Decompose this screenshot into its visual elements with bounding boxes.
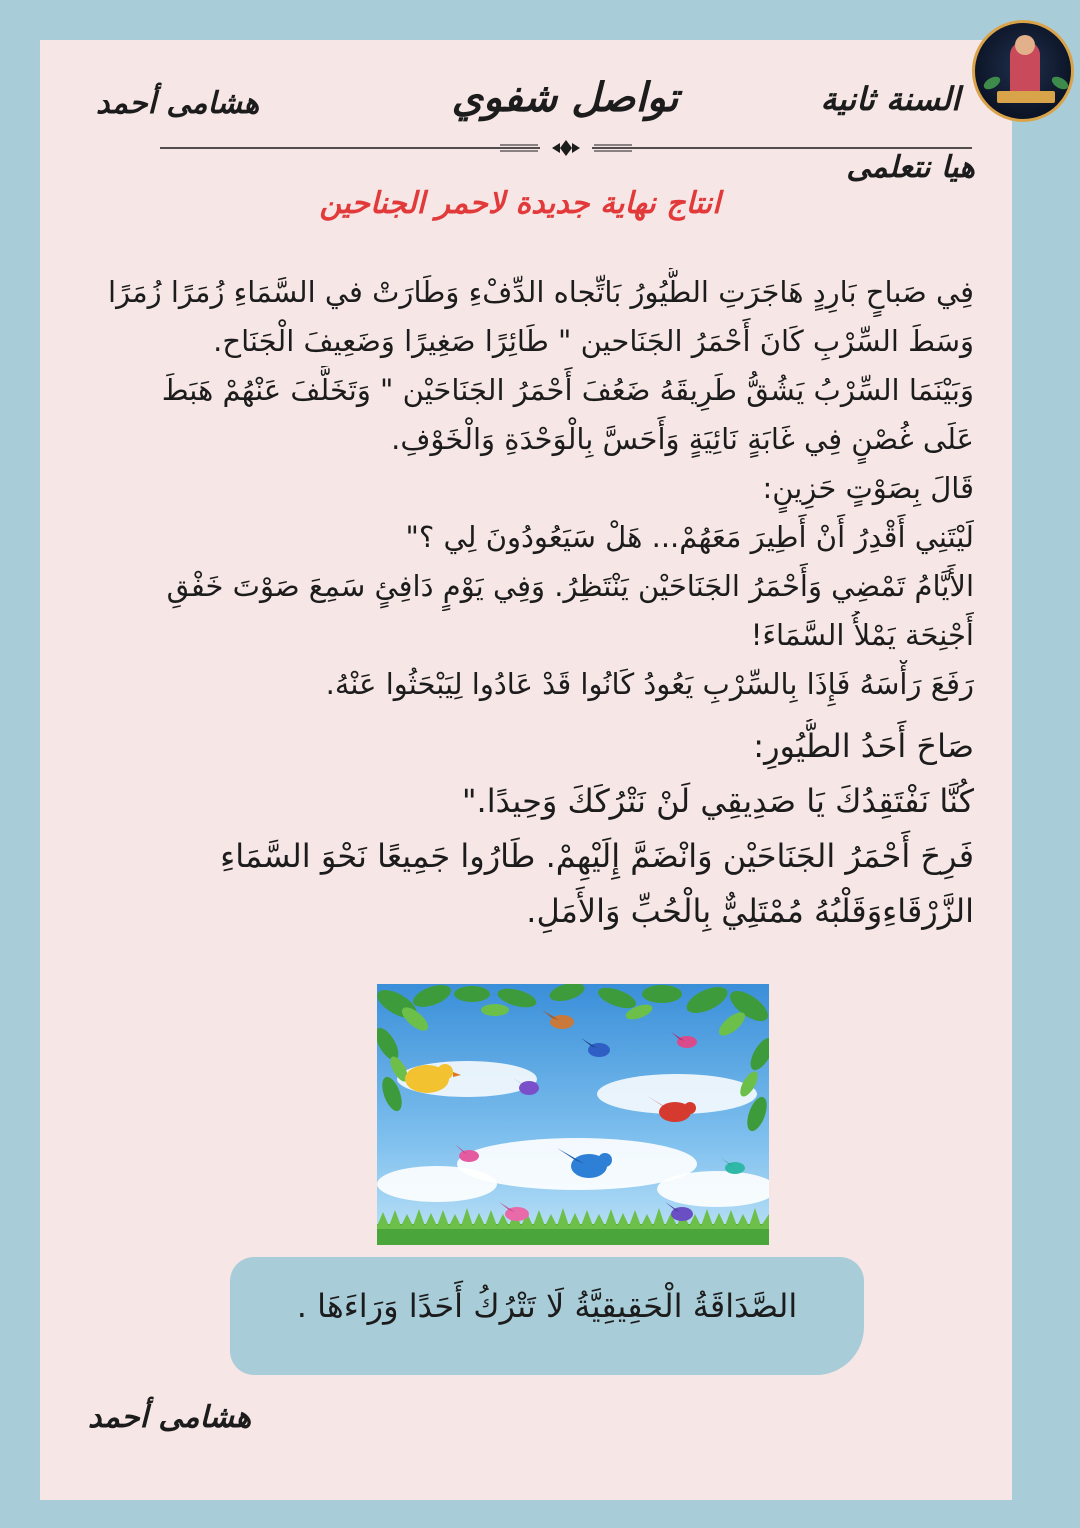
story-line: فِي صَباحٍ بَارِدٍ هَاجَرَتِ الطُّيُورُ بَاتِّجاه الدِّفْءِ وَطَارَتْ في السَّمَاءِ زُمَرًا زُمَرًا — [108, 275, 974, 309]
story-line: عَلَى غُصْنٍ فِي غَابَةٍ نَائِيَةٍ وَأَحَسَّ بِالْوَحْدَةِ وَالْخَوْفِ. — [391, 422, 974, 456]
teacher-avatar-icon — [972, 20, 1074, 122]
story-line: لَيْتَنِي أَقْدِرُ أَنْ أَطِيرَ مَعَهُمْ... هَلْ سَيَعُودُونَ لِي ؟" — [405, 520, 974, 554]
moral-text: الصَّدَاقَةُ الْحَقِيقِيَّةُ لَا تَتْرُكُ أَحَدًا وَرَاءَهَا . — [296, 1287, 798, 1325]
birds-illustration — [377, 984, 769, 1245]
story-line: قَالَ بِصَوْتٍ حَزِينٍ: — [762, 471, 974, 505]
footer-author: هشامى أحمد — [88, 1400, 252, 1435]
story-text — [78, 268, 974, 939]
story-line: أَجْنِحَة يَمْلأُ السَّمَاءَ! — [750, 618, 974, 652]
grade-label: السنة ثانية — [820, 80, 960, 118]
story-line: وَسَطَ السِّرْبِ كَانَ أَحْمَرُ الجَنَاحين " طَائِرًا صَغِيرًا وَضَعِيفَ الْجَنَاح. — [213, 324, 974, 358]
moral-box — [230, 1257, 864, 1375]
story-line: فَرِحَ أَحْمَرُ الجَنَاحَيْن وَانْضَمَّ إِلَيْهِمْ. طَارُوا جَمِيعًا نَحْوَ السَّمَاءِ — [220, 837, 974, 875]
lesson-subtitle: انتاج نهاية جديدة لاحمر الجناحين — [319, 186, 721, 221]
page-title: تواصل شفوي — [451, 74, 679, 121]
story-line: وَبَيْنَمَا السِّرْبُ يَشُقُّ طَرِيقَهُ ضَعُفَ أَحْمَرُ الجَنَاحَيْن " وَتَخَلَّفَ عَنْهُمْ هَبَطَ — [161, 373, 974, 407]
story-line: كُنَّا نَفْتَقِدُكَ يَا صَدِيقِي لَنْ نَتْرُكَكَ وَحِيدًا." — [461, 782, 974, 820]
header-author: هشامى أحمد — [96, 86, 260, 121]
story-line: الأَيَّامُ تَمْضِي وَأَحْمَرُ الجَنَاحَيْن يَنْتَظِرُ. وَفِي يَوْمٍ دَافِئٍ سَمِعَ صَوْتَ خَفْقِ — [166, 569, 974, 603]
section-label: هيا نتعلمى — [846, 150, 975, 185]
story-line: رَفَعَ رَأْسَهُ فَإِذَا بِالسِّرْبِ يَعُودُ كَانُوا قَدْ عَادُوا لِيَبْحَثُوا عَنْهُ. — [325, 667, 974, 701]
story-line: الزَّرْقَاءِوَقَلْبُهُ مُمْتَلِيٌّ بِالْحُبِّ وَالأَمَلِ. — [526, 892, 974, 930]
story-line: صَاحَ أَحَدُ الطُّيُورِ: — [753, 727, 974, 765]
